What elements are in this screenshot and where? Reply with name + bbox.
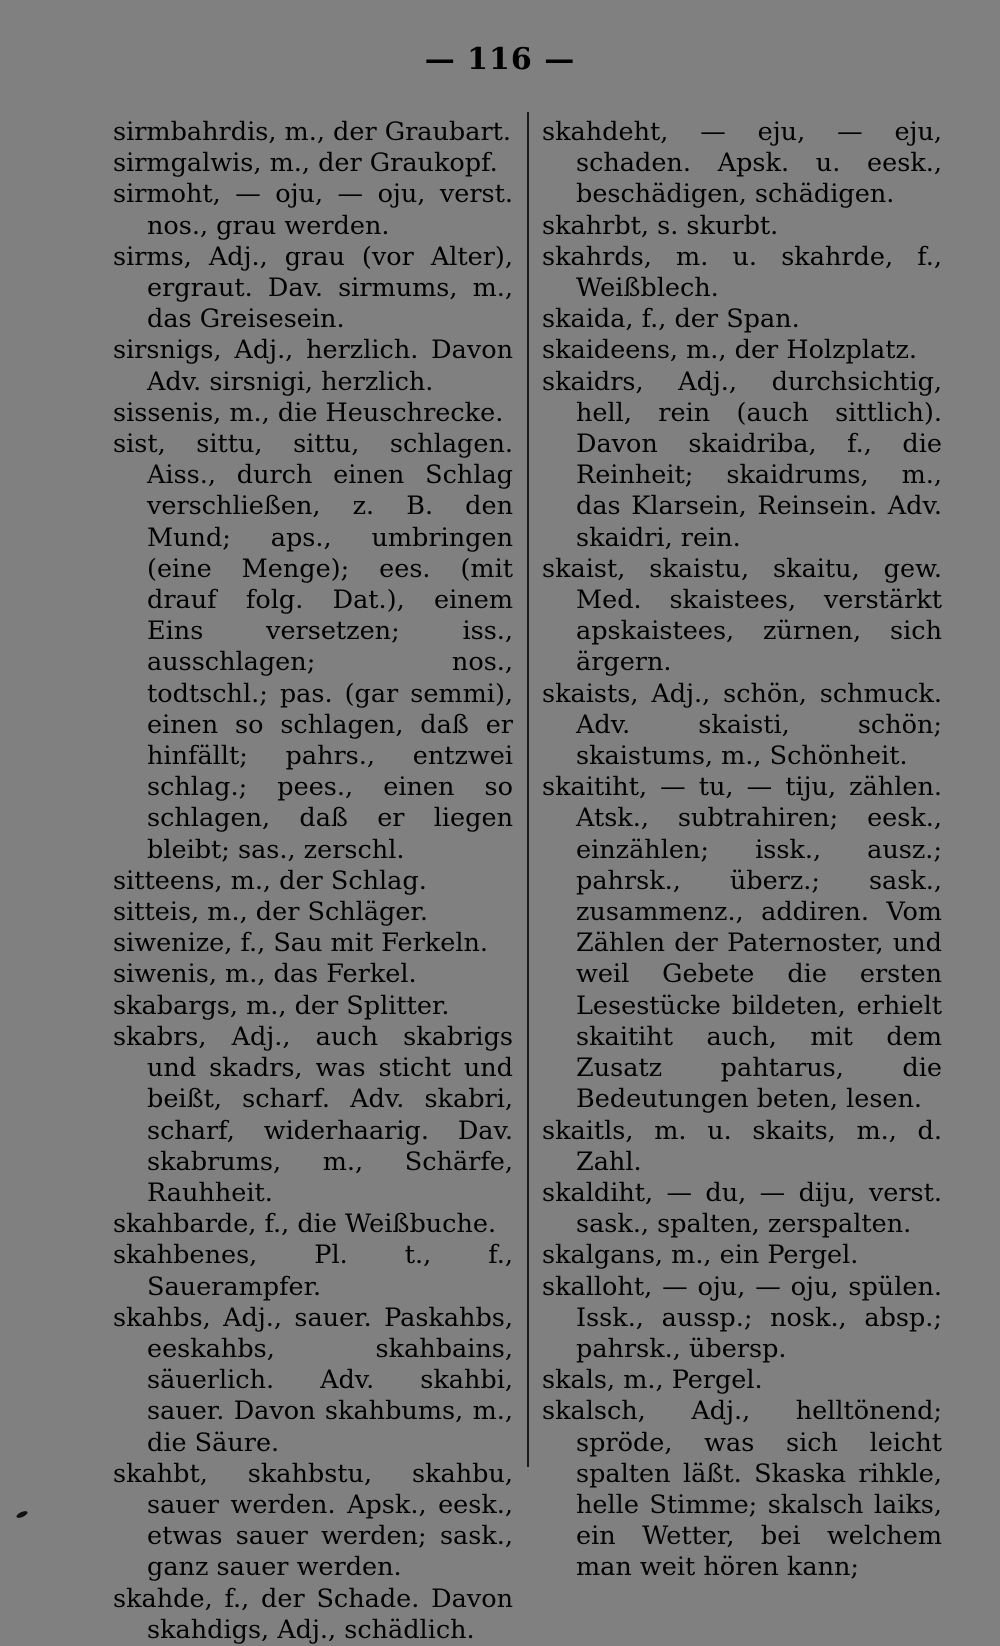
dictionary-entry: skalgans, m., ein Pergel.	[542, 1240, 859, 1271]
left-column	[113, 117, 513, 1646]
dictionary-entry: skahrds, m. u. skahrde, f., Weißblech.	[542, 241, 942, 304]
right-column	[542, 117, 942, 1584]
page-number: — 116 —	[424, 42, 576, 77]
dictionary-entry: skahrbt, s. skurbt.	[542, 210, 779, 241]
dictionary-entry: sirmgalwis, m., der Graukopf.	[113, 148, 498, 179]
dictionary-entry: sitteens, m., der Schlag.	[113, 865, 427, 896]
dictionary-entry: skaitiht, — tu, — tiju, zählen. Atsk., subtrahiren; eesk., einzählen; issk., ausz.; pahrsk., überz.; sask., zusammenz., addiren. Vom Zählen der Paternoster, und weil Gebete die ersten Lesestücke bildeten, erhielt skaitiht auch, mit dem Zusatz pahtarus, die Bedeutungen beten, lesen.	[542, 772, 942, 1115]
dictionary-entry: skahbs, Adj., sauer. Paskahbs, eeskahbs, skahbains, säuerlich. Adv. skahbi, sauer. Davon skahbums, m., die Säure.	[113, 1302, 513, 1458]
dictionary-entry: sirmoht, — oju, — oju, verst. nos., grau werden.	[113, 179, 513, 241]
dictionary-entry: skaists, Adj., schön, schmuck. Adv. skaisti, schön; skaistums, m., Schönheit.	[542, 678, 942, 772]
column-divider	[527, 112, 529, 1467]
dictionary-entry: skahbenes, Pl. t., f., Sauerampfer.	[113, 1240, 513, 1302]
dictionary-entry: siwenis, m., das Ferkel.	[113, 959, 417, 990]
dictionary-entry: skaist, skaistu, skaitu, gew. Med. skaistees, verstärkt apskaistees, zürnen, sich ärgern.	[542, 553, 942, 678]
dictionary-entry: skabargs, m., der Splitter.	[113, 990, 450, 1021]
dictionary-entry: skaideens, m., der Holzplatz.	[542, 335, 917, 366]
dictionary-entry: skaida, f., der Span.	[542, 304, 800, 335]
dictionary-entry: sirmbahrdis, m., der Graubart.	[113, 117, 511, 147]
dictionary-entry: siwenize, f., Sau mit Ferkeln.	[113, 928, 489, 959]
dictionary-entry: sitteis, m., der Schläger.	[113, 897, 428, 928]
dictionary-entry: skaldiht, — du, — diju, verst. sask., spalten, zerspalten.	[542, 1177, 942, 1240]
dictionary-entry: sist, sittu, sittu, schlagen. Aiss., durch einen Schlag verschließen, z. B. den Mund; aps., umbringen (eine Menge); ees. (mit drauf folg. Dat.), einem Eins versetzen; iss., ausschlagen; nos., todtschl.; pas. (gar semmi), einen so schlagen, daß er hinfällt; pahrs., entzwei schlag.; pees., einen so schlagen, daß er liegen bleibt; sas., zerschl.	[113, 429, 513, 865]
dictionary-entry: skahdeht, — eju, — eju, schaden. Apsk. u. eesk., beschädigen, schädigen.	[542, 117, 942, 210]
dictionary-entry: sirsnigs, Adj., herzlich. Davon Adv. sirsnigi, herzlich.	[113, 335, 513, 397]
dictionary-entry: skaitls, m. u. skaits, m., d. Zahl.	[542, 1115, 942, 1177]
ink-smudge	[16, 1510, 29, 1520]
dictionary-entry: skahde, f., der Schade. Davon skahdigs, Adj., schädlich.	[113, 1583, 513, 1645]
dictionary-entry: skahbt, skahbstu, skahbu, sauer werden. Apsk., eesk., etwas sauer werden; sask., ganz sauer werden.	[113, 1458, 513, 1583]
dictionary-entry: skalsch, Adj., helltönend; spröde, was sich leicht spalten läßt. Skaska rihkle, helle Stimme; skalsch laiks, ein Wetter, bei welchem man weit hören kann;	[542, 1396, 942, 1583]
dictionary-entry: skalloht, — oju, — oju, spülen. Issk., aussp.; nosk., absp.; pahrsk., übersp.	[542, 1271, 942, 1364]
dictionary-entry: skabrs, Adj., auch skabrigs und skadrs, was sticht und beißt, scharf. Adv. skabri, scharf, widerhaarig. Dav. skabrums, m., Schärfe, Rauhheit.	[113, 1021, 513, 1208]
dictionary-entry: skaidrs, Adj., durchsichtig, hell, rein (auch sittlich). Davon skaidriba, f., die Reinheit; skaidrums, m., das Klarsein, Reinsein. Adv. skaidri, rein.	[542, 366, 942, 553]
dictionary-entry: sissenis, m., die Heuschrecke.	[113, 397, 504, 428]
dictionary-entry: skahbarde, f., die Weißbuche.	[113, 1209, 497, 1240]
dictionary-entry: skals, m., Pergel.	[542, 1365, 763, 1396]
dictionary-entry: sirms, Adj., grau (vor Alter), ergraut. Dav. sirmums, m., das Greisesein.	[113, 241, 513, 335]
